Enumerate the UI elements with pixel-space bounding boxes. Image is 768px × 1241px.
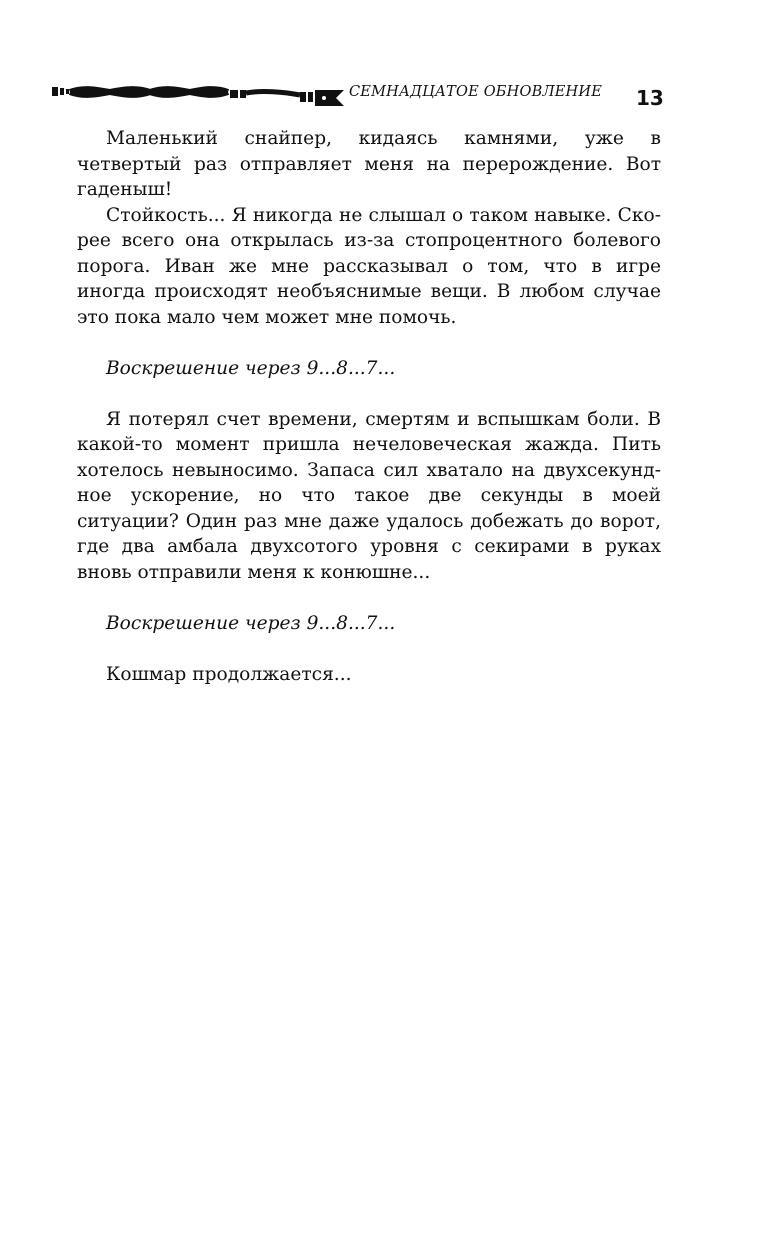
paragraph: Кошмар продолжается... — [106, 663, 352, 685]
paragraph: Маленький снайпер, кидаясь камнями, уже в четвертый раз отправляет меня на перерождение. Вот гаденыш! — [77, 128, 661, 200]
page-header — [52, 78, 664, 114]
rope-ornament-icon — [52, 80, 348, 110]
system-message: Воскрешение через 9...8...7... — [106, 357, 396, 379]
page-number: 13 — [636, 86, 664, 110]
body-text — [77, 126, 661, 687]
paragraph: Стойкость... Я никогда не слышал о таком навыке. Скорее всего она открылась из-за стопроцентного болевого порога. Иван же мне рассказывал о том, что в игре иногда происходят необъяснимые вещи. В любом случае это пока мало чем может мне помочь. — [77, 204, 661, 328]
system-message: Воскрешение через 9...8...7... — [106, 612, 396, 634]
paragraph: Я потерял счет времени, смертям и вспышкам боли. В какой-то момент пришла нечеловеческая жажда. Пить хотелось невыносимо. Запаса сил хватало на двухсекундное ускорение, но что такое две секунды в моей ситуации? Один раз мне даже удалось добежать до ворот, где два амбала двухсотого уровня с секирами в руках вновь отправили меня к конюшне... — [77, 408, 661, 583]
running-title: СЕМНАДЦАТОЕ ОБНОВЛЕНИЕ — [349, 84, 603, 100]
